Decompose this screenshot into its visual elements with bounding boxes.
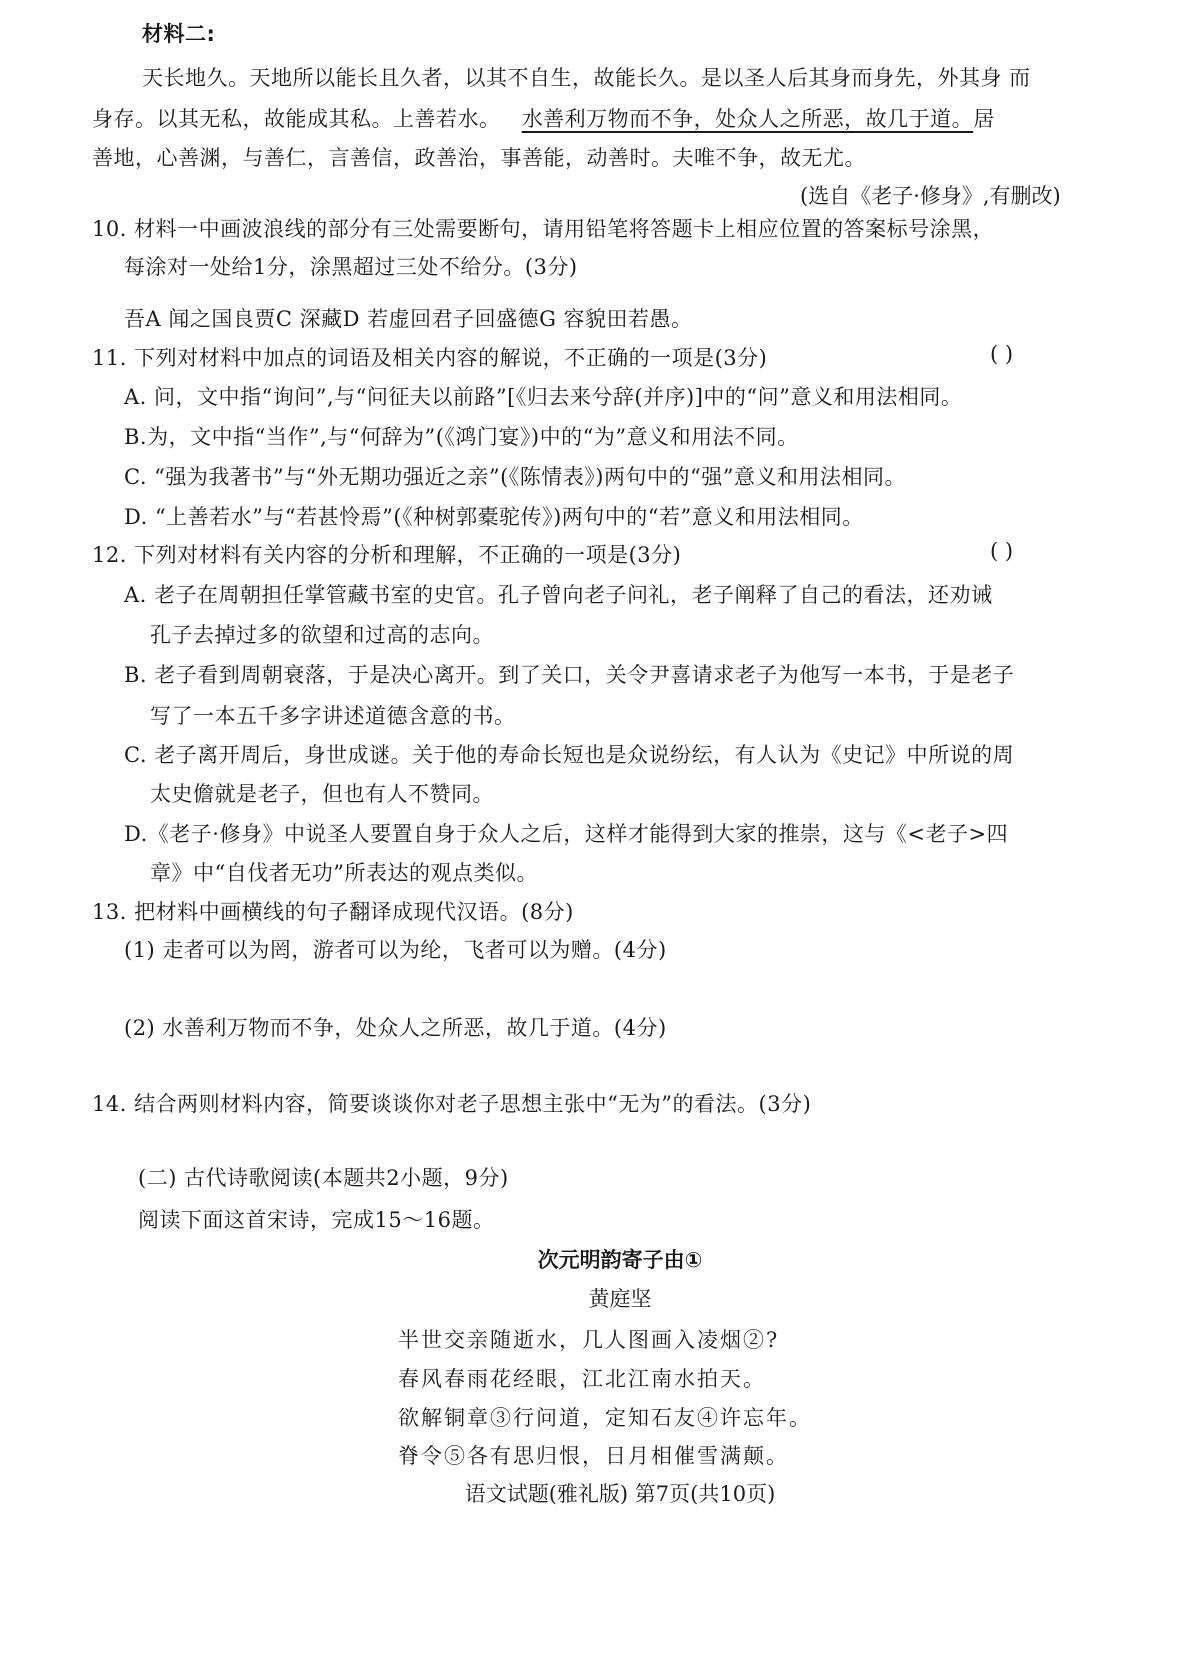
q12-option-b-line1: B. 老子看到周朝衰落，于是决心离开。到了关口，关令尹喜请求老子为他写一本书，于是老子: [124, 663, 1015, 687]
q12-option-a-line2: 孔子去掉过多的欲望和过高的志向。: [150, 623, 494, 647]
q11-answer-bracket: ( ): [990, 342, 1014, 366]
poem-line-4: 脊令⑤各有思归恨，日月相催雪满颠。: [398, 1444, 789, 1468]
q14-stem: 14. 结合两则材料内容，简要谈谈你对老子思想主张中“无为”的看法。(3分): [92, 1092, 812, 1116]
material2-line3: 善地，心善渊，与善仁，言善信，政善治，事善能，动善时。夫唯不争，故无尤。: [92, 146, 866, 170]
material2-line1: 天长地久。天地所以能长且久者，以其不自生，故能长久。是以圣人后其身而身先，外其身 而: [142, 66, 1031, 90]
q10-stem-line2: 每涂对一处给1分，涂黑超过三处不给分。(3分): [124, 255, 578, 279]
q11-option-b: B.为，文中指“当作”,与“何辞为”(《鸿门宴》)中的“为”意义和用法不同。: [124, 425, 799, 449]
section2-instruction: 阅读下面这首宋诗，完成15～16题。: [138, 1208, 495, 1232]
material2-line2-end: 居: [973, 107, 995, 131]
poem-line-3: 欲解铜章③行问道，定知石友④许忘年。: [398, 1406, 812, 1430]
material2-source: (选自《老子·修身》,有删改): [800, 184, 1061, 208]
section2-heading: (二) 古代诗歌阅读(本题共2小题，9分): [138, 1166, 509, 1190]
q12-option-c-line1: C. 老子离开周后，身世成谜。关于他的寿命长短也是众说纷纭，有人认为《史记》中所说的周: [124, 743, 1015, 767]
material2-line2: [92, 103, 995, 133]
q12-option-d-line1: D.《老子·修身》中说圣人要置自身于众人之后，这样才能得到大家的推崇，这与《<老子>四: [124, 822, 1009, 846]
poem-line-2: 春风春雨花经眼，江北江南水拍天。: [398, 1367, 766, 1391]
q12-answer-bracket: ( ): [990, 539, 1014, 563]
q13-sentence-2: (2) 水善利万物而不争，处众人之所恶，故几于道。(4分): [124, 1016, 667, 1040]
q11-option-c: C. “强为我著书”与“外无期功强近之亲”(《陈情表》)两句中的“强”意义和用法相同。: [124, 465, 906, 489]
poem-line-1: 半世交亲随逝水，几人图画入凌烟②?: [398, 1328, 780, 1352]
q12-option-d-line2: 章》中“自伐者无功”所表达的观点类似。: [150, 861, 538, 885]
q12-stem: 12. 下列对材料有关内容的分析和理解，不正确的一项是(3分): [92, 543, 682, 567]
q11-option-a: A. 问，文中指“询问”,与“问征夫以前路”[《归去来兮辞(并序)]中的“问”意义和用法相同。: [124, 385, 963, 409]
poem-author: 黄庭坚: [588, 1287, 652, 1311]
q10-options: 吾A 闻之国良贾C 深藏D 若虚回君子回盛德G 容貌田若愚。: [124, 307, 693, 331]
q11-stem: 11. 下列对材料中加点的词语及相关内容的解说，不正确的一项是(3分): [92, 346, 768, 370]
q12-option-c-line2: 太史儋就是老子，但也有人不赞同。: [150, 782, 494, 806]
underlined-sentence: 水善利万物而不争，处众人之所恶，故几于道。: [521, 107, 974, 131]
q13-sentence-1: (1) 走者可以为罔，游者可以为纶，飞者可以为赠。(4分): [124, 938, 667, 962]
q12-option-a-line1: A. 老子在周朝担任掌管藏书室的史官。孔子曾向老子问礼，老子阐释了自己的看法，还劝诫: [124, 583, 993, 607]
q11-option-d: D. “上善若水”与“若甚怜焉”(《种树郭橐驼传》)两句中的“若”意义和用法相同。: [124, 505, 864, 529]
q13-stem: 13. 把材料中画横线的句子翻译成现代汉语。(8分): [92, 900, 574, 924]
q10-stem-line1: 10. 材料一中画波浪线的部分有三处需要断句，请用铅笔将答题卡上相应位置的答案标号涂黑，: [92, 217, 995, 241]
material2-line2-text: 身存。以其无私，故能成其私。上善若水。: [92, 107, 501, 131]
material2-heading: 材料二:: [142, 22, 216, 46]
poem-title: 次元明韵寄子由①: [537, 1248, 703, 1272]
page-footer: 语文试题(雅礼版) 第7页(共10页): [464, 1482, 776, 1506]
q12-option-b-line2: 写了一本五千多字讲述道德含意的书。: [150, 704, 516, 728]
